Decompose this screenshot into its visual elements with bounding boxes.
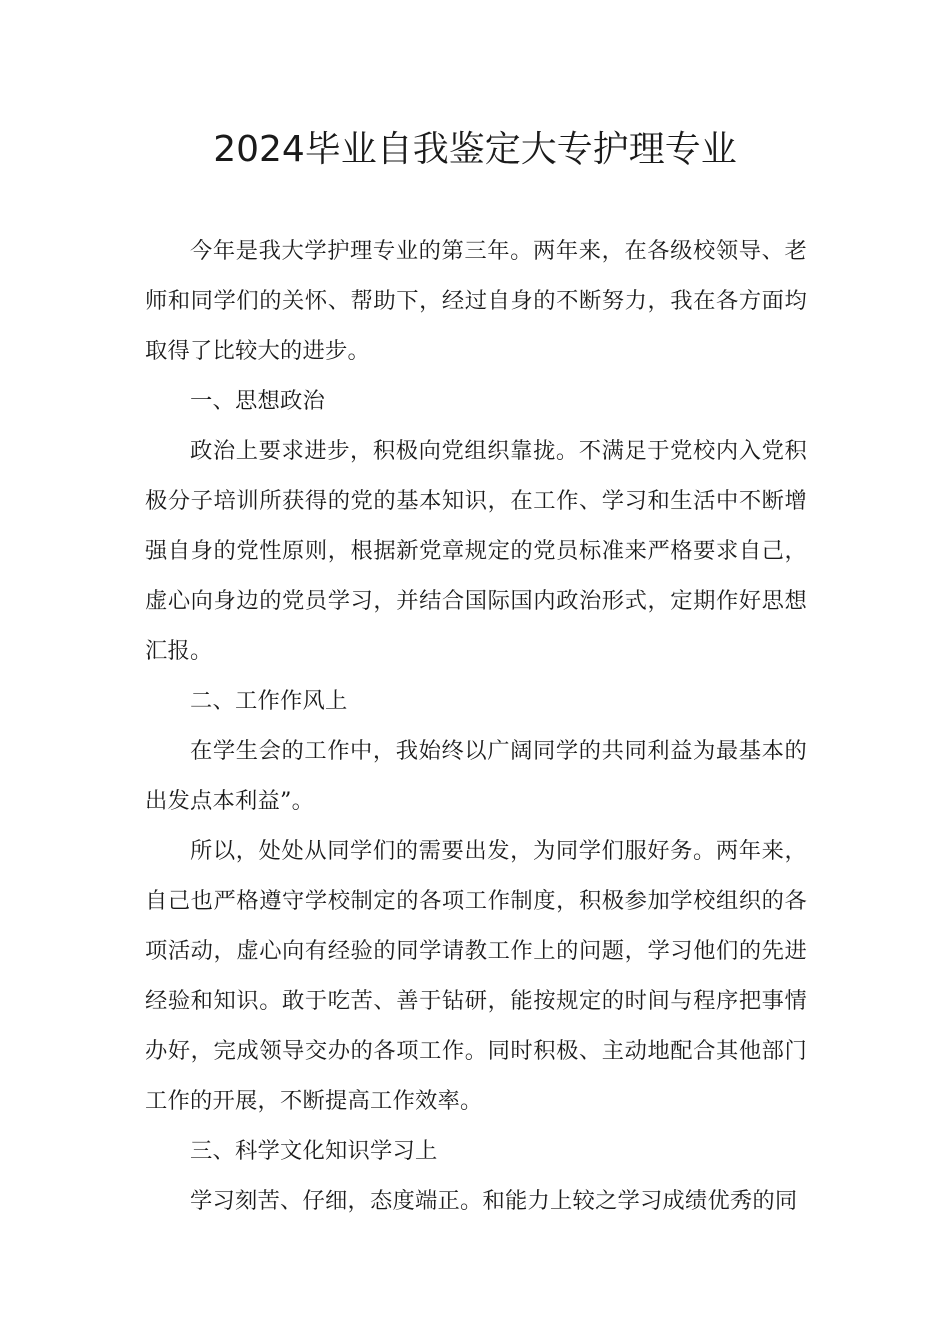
paragraph-study: 学习刻苦、仔细，态度端正。和能力上较之学习成绩优秀的同 [190,1188,798,1214]
paragraph-politics: 政治上要求进步，积极向党组织靠拢。不满足于党校内入党积极分子培训所获得的党的基本知识，在工作、学习和生活中不断增强自身的党性原则，根据新党章规定的党员标准来严格要求自己，虚心向身边的党员学习，并结合国际国内政治形式，定期作好思想汇报。 [145,438,807,664]
paragraph-student-union: 在学生会的工作中，我始终以广阔同学的共同利益为最基本的出发点本利益”。 [145,738,807,814]
paragraph-work: 所以，处处从同学们的需要出发，为同学们服好务。两年来，自己也严格遵守学校制定的各项工作制度，积极参加学校组织的各项活动，虚心向有经验的同学请教工作上的问题，学习他们的先进经验和知识。敢于吃苦、善于钻研，能按规定的时间与程序把事情办好，完成领导交办的各项工作。同时积极、主动地配合其他部门工作的开展，不断提高工作效率。 [145,838,807,1114]
document-body [145,226,807,1226]
document-title: 2024毕业自我鉴定大专护理专业 [213,129,737,170]
paragraph-intro: 今年是我大学护理专业的第三年。两年来，在各级校领导、老师和同学们的关怀、帮助下，经过自身的不断努力，我在各方面均取得了比较大的进步。 [145,238,807,364]
section-heading-work-style: 二、工作作风上 [190,688,348,714]
section-heading-study: 三、科学文化知识学习上 [190,1138,438,1164]
section-heading-politics: 一、思想政治 [190,388,325,414]
